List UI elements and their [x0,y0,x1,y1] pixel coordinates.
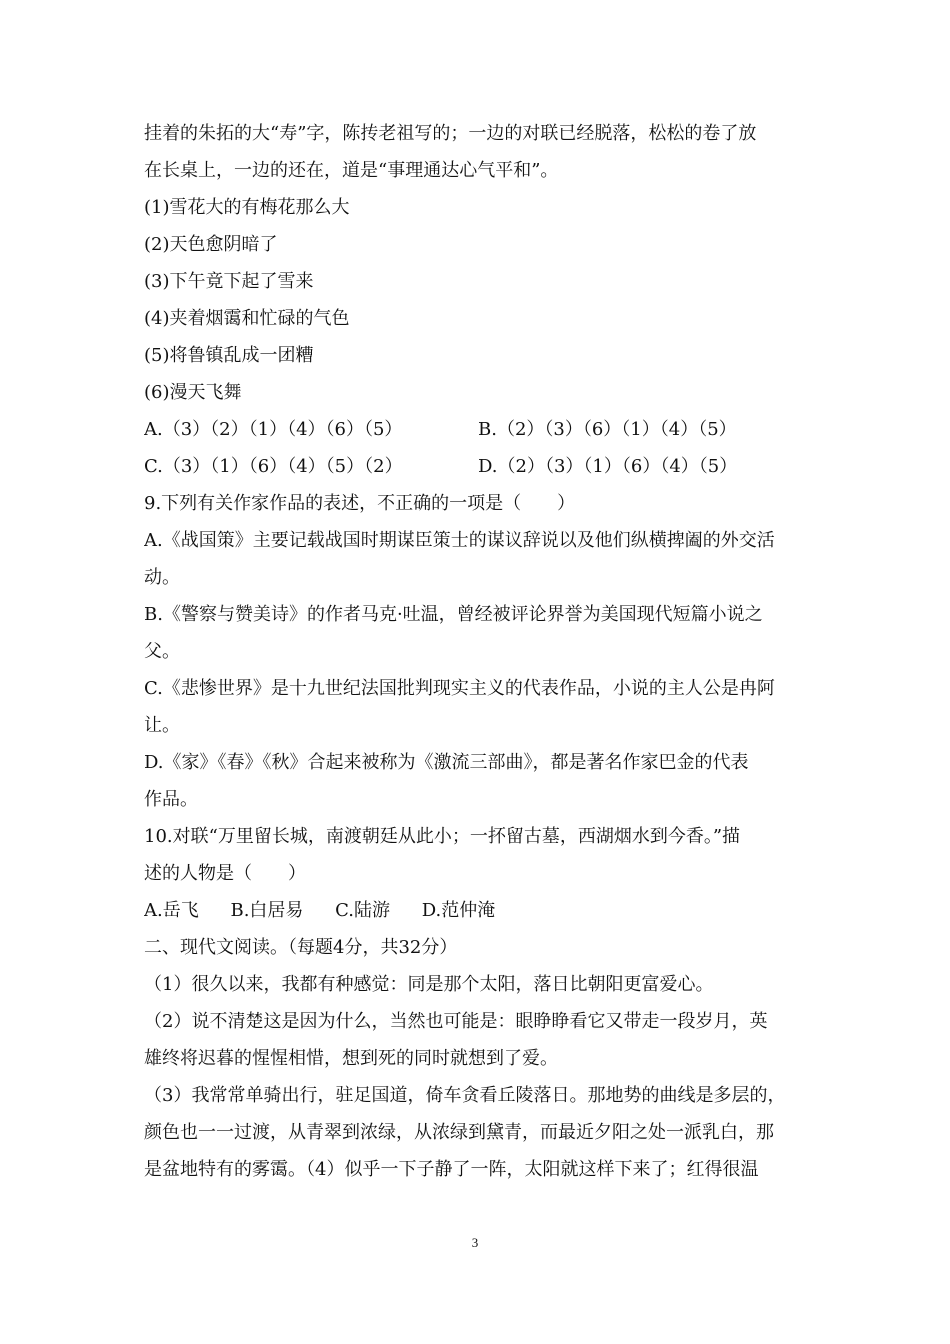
passage-paragraph-3-cont: 是盆地特有的雾霭。（4）似乎一下子静了一阵，太阳就这样下来了；红得很温 [144,1159,759,1180]
sentence-item-5: (5)将鲁镇乱成一团糟 [144,345,314,366]
sentence-item-4: (4)夹着烟霭和忙碌的气色 [144,308,350,329]
section-heading: 二、现代文阅读。（每题4分，共32分） [144,937,458,958]
q9-option-d: D.《家》《春》《秋》合起来被称为《激流三部曲》，都是著名作家巴金的代表 [144,752,749,773]
q8-option-a: A.（3）（2）（1）（4）（6）（5） [144,419,403,440]
q9-option-d-cont: 作品。 [144,789,198,810]
sentence-item-6: (6)漫天飞舞 [144,382,242,403]
sentence-item-2: (2)天色愈阴暗了 [144,234,278,255]
q10-stem-cont: 述的人物是（ ） [144,863,306,884]
q9-option-c: C.《悲惨世界》是十九世纪法国批判现实主义的代表作品，小说的主人公是冉阿 [144,678,775,699]
passage-paragraph-3: （3）我常常单骑出行，驻足国道，倚车贪看丘陵落日。那地势的曲线是多层的， [144,1085,786,1106]
q10-option-d: D.范仲淹 [421,900,496,921]
q9-stem: 9.下列有关作家作品的表述，不正确的一项是（ ） [144,493,576,514]
passage-paragraph-2: （2）说不清楚这是因为什么，当然也可能是：眼睁睁看它又带走一段岁月，英 [144,1011,768,1032]
passage-paragraph-2-cont: 雄终将迟暮的惺惺相惜，想到死的同时就想到了爱。 [144,1048,558,1069]
page-number: 3 [471,1235,479,1250]
sentence-item-1: (1)雪花大的有梅花那么大 [144,197,350,218]
q9-option-b-cont: 父。 [144,641,180,662]
q8-option-d: D.（2）（3）（1）（6）（4）（5） [478,456,738,477]
q8-options-row-1 [144,411,812,448]
q10-option-a: A.岳飞 [144,900,199,921]
text-line: 挂着的朱拓的大“寿”字，陈抟老祖写的；一边的对联已经脱落，松松的卷了放 [144,123,757,144]
q10-options [144,892,812,929]
q9-option-a-cont: 动。 [144,567,180,588]
q9-option-c-cont: 让。 [144,715,180,736]
q10-option-b: B.白居易 [230,900,304,921]
q8-option-c: C.（3）（1）（6）（4）（5）（2） [144,456,403,477]
q10-option-c: C.陆游 [335,900,391,921]
passage-paragraph-3-cont: 颜色也一一过渡，从青翠到浓绿，从浓绿到黛青，而最近夕阳之处一派乳白，那 [144,1122,774,1143]
text-line: 在长桌上，一边的还在，道是“事理通达心气平和”。 [144,160,559,181]
passage-paragraph-1: （1）很久以来，我都有种感觉：同是那个太阳，落日比朝阳更富爱心。 [144,974,714,995]
q8-options-row-2 [144,448,812,485]
sentence-item-3: (3)下午竟下起了雪来 [144,271,314,292]
q8-option-b: B.（2）（3）（6）（1）（4）（5） [478,419,737,440]
q10-stem: 10.对联“万里留长城，南渡朝廷从此小；一抔留古墓，西湖烟水到今香。”描 [144,826,741,847]
q9-option-b: B.《警察与赞美诗》的作者马克·吐温，曾经被评论界誉为美国现代短篇小说之 [144,604,763,625]
q9-option-a: A.《战国策》主要记载战国时期谋臣策士的谋议辞说以及他们纵横捭阖的外交活 [144,530,775,551]
document-body [144,115,812,1188]
